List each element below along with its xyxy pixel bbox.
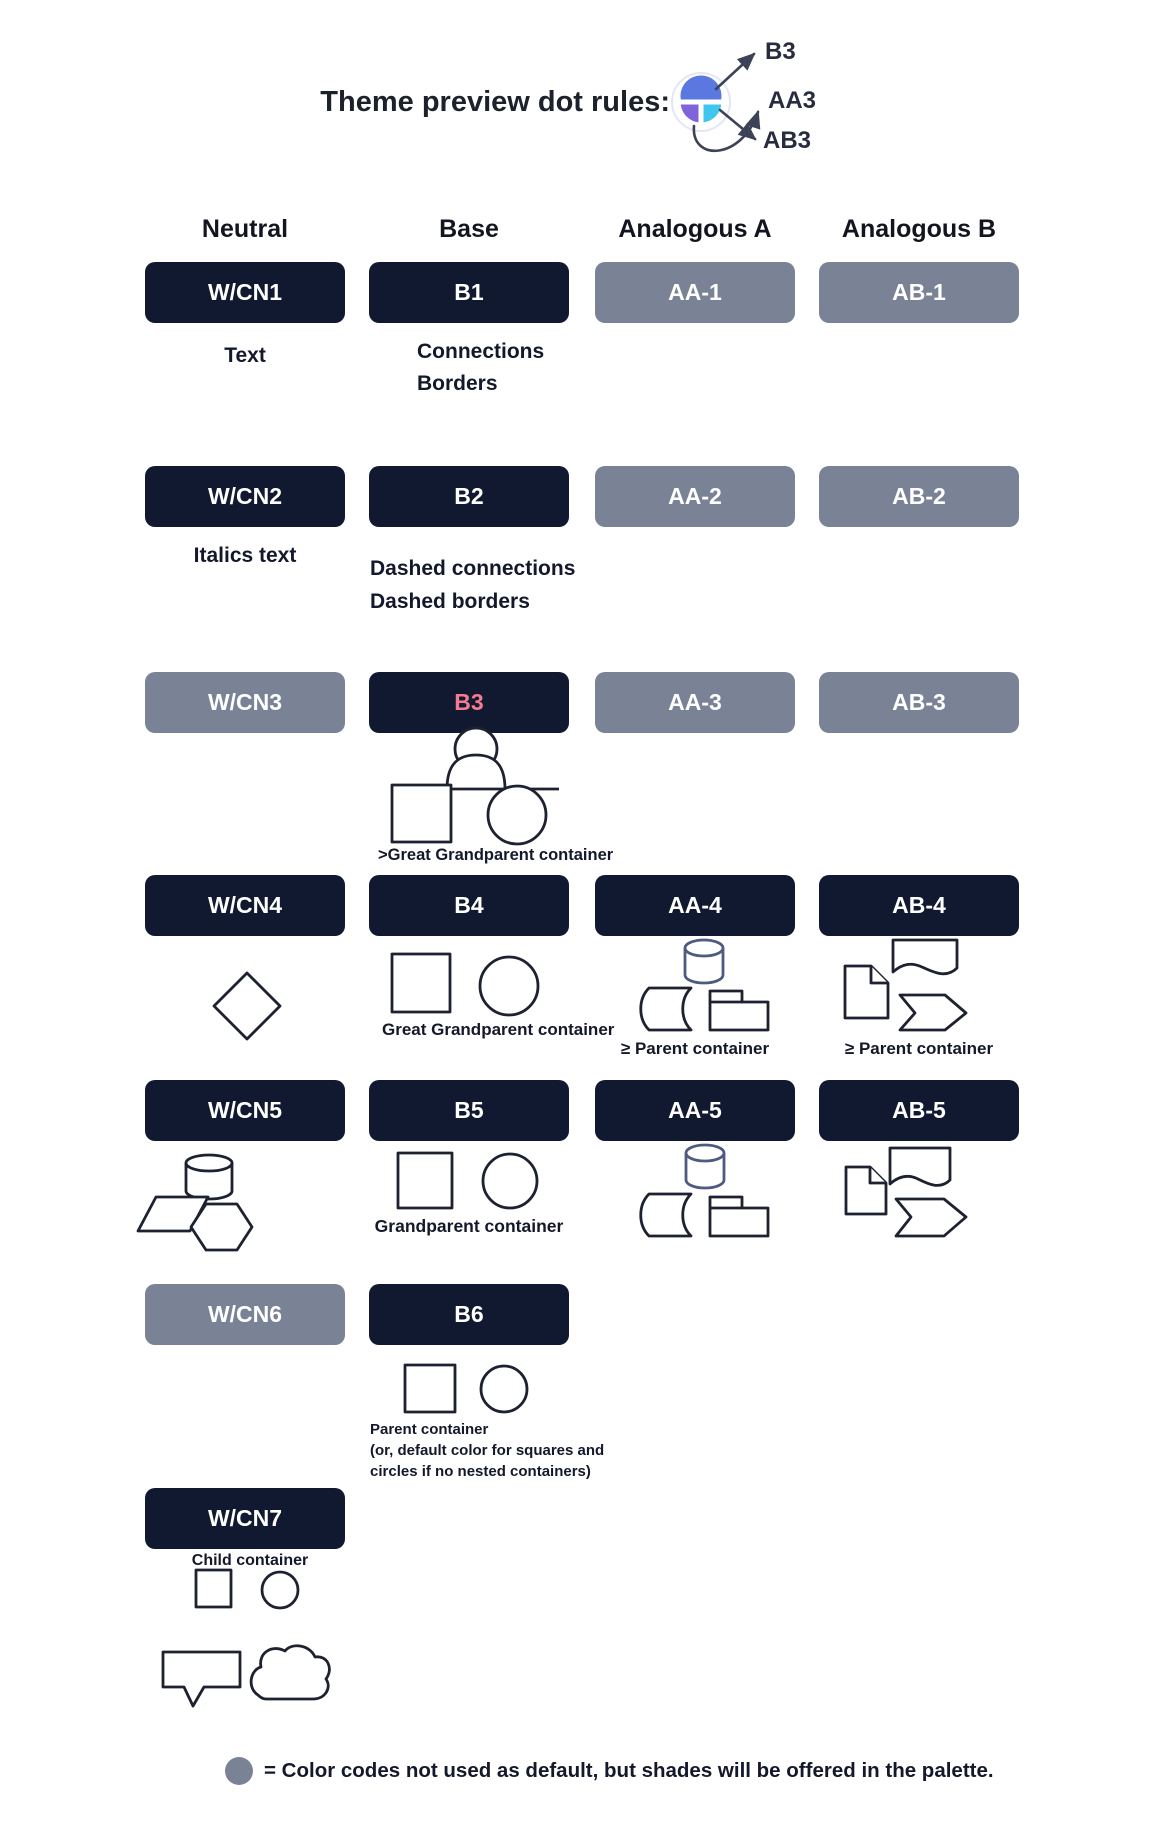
- caption-connections-line1: Connections: [417, 340, 545, 363]
- caption-italics-role: Italics text: [193, 544, 297, 567]
- document-shape-ab4: [845, 966, 888, 1018]
- caption-text-role: Text: [224, 344, 266, 367]
- caption-dashed-line2: Dashed borders: [370, 590, 530, 613]
- arrow-dot-to-aa3: [694, 112, 758, 151]
- circle-shape-b4: [480, 957, 538, 1015]
- page-title: Theme preview dot rules:: [320, 86, 670, 118]
- caption-b6-container: [370, 1419, 604, 1482]
- caption-wcn7-container: Child container: [191, 1552, 309, 1569]
- swatch-ab5: AB-5: [819, 1080, 1019, 1141]
- swatch-wcn6: W/CN6: [145, 1284, 345, 1345]
- cylinder-shape-wcn5: [186, 1155, 232, 1199]
- square-shape-b6: [405, 1365, 455, 1412]
- cylinder-shape-aa4: [685, 940, 723, 983]
- diamond-shape-wcn4: [214, 973, 280, 1039]
- theme-preview-dot-icon: [672, 73, 730, 131]
- swatch-aa5: AA-5: [595, 1080, 795, 1141]
- arrow-label-aa3: AA3: [768, 87, 817, 114]
- swatch-ab3: AB-3: [819, 672, 1019, 733]
- cylinder-shape-aa5: [686, 1145, 724, 1188]
- swatch-wcn5: W/CN5: [145, 1080, 345, 1141]
- folder-shape-aa5: [710, 1197, 768, 1236]
- column-header-analogous-a: Analogous A: [618, 215, 772, 243]
- caption-b6-line1: Parent container: [370, 1421, 489, 1438]
- caption-dashed-line1: Dashed connections: [370, 557, 576, 580]
- swatch-b4: B4: [369, 875, 569, 936]
- parallelogram-shape-wcn5: [138, 1197, 208, 1231]
- arrow-dot-to-b3: [716, 54, 754, 89]
- arrow-label-ab3: AB3: [763, 127, 812, 154]
- cloud-shape: [251, 1646, 329, 1699]
- swatch-ab2: AB-2: [819, 466, 1019, 527]
- swatch-wcn1: W/CN1: [145, 262, 345, 323]
- caption-b6-line3: circles if no nested containers): [370, 1463, 591, 1480]
- caption-b4-container: Great Grandparent container: [382, 1020, 615, 1039]
- square-shape-b4: [392, 954, 450, 1012]
- swatch-wcn2: W/CN2: [145, 466, 345, 527]
- swatch-wcn7: W/CN7: [145, 1488, 345, 1549]
- square-shape-b5: [398, 1153, 452, 1208]
- stored-data-shape-aa5: [641, 1194, 691, 1236]
- swatch-wcn4: W/CN4: [145, 875, 345, 936]
- column-header-neutral: Neutral: [201, 215, 289, 243]
- person-shape-b3: [447, 728, 559, 789]
- column-header-analogous-b: Analogous B: [841, 215, 997, 243]
- column-header-base: Base: [439, 215, 499, 243]
- document-shape-ab5: [846, 1167, 886, 1214]
- folder-shape-aa4: [710, 991, 768, 1030]
- chevron-shape-ab4: [900, 995, 966, 1030]
- swatch-ab1: AB-1: [819, 262, 1019, 323]
- flag-shape-ab4: [893, 940, 957, 974]
- swatch-aa1: AA-1: [595, 262, 795, 323]
- flag-shape-ab5: [890, 1148, 950, 1185]
- hexagon-shape-wcn5: [191, 1204, 252, 1250]
- swatch-b6: B6: [369, 1284, 569, 1345]
- circle-shape-b3: [488, 786, 546, 844]
- swatch-b2: B2: [369, 466, 569, 527]
- caption-b3-container: >Great Grandparent container: [378, 846, 614, 864]
- footer-legend-dot-icon: [225, 1757, 253, 1785]
- circle-shape-wcn7: [262, 1572, 298, 1608]
- swatch-aa4: AA-4: [595, 875, 795, 936]
- caption-aa4-container: ≥ Parent container: [620, 1039, 770, 1058]
- square-shape-b3: [392, 785, 451, 842]
- stored-data-shape-aa4: [641, 988, 691, 1030]
- swatch-wcn3: W/CN3: [145, 672, 345, 733]
- caption-connections-role: [417, 336, 544, 400]
- chevron-shape-ab5: [896, 1199, 966, 1236]
- circle-shape-b5: [483, 1154, 537, 1208]
- swatch-b3: B3: [369, 672, 569, 733]
- swatch-b5: B5: [369, 1080, 569, 1141]
- swatch-aa3: AA-3: [595, 672, 795, 733]
- footer-note: = Color codes not used as default, but shades will be offered in the palette.: [264, 1759, 994, 1782]
- caption-connections-line2: Borders: [417, 372, 498, 395]
- caption-dashed-role: [370, 552, 575, 618]
- caption-b6-line2: (or, default color for squares and: [370, 1442, 605, 1459]
- caption-ab4-container: ≥ Parent container: [844, 1039, 994, 1058]
- swatch-ab4: AB-4: [819, 875, 1019, 936]
- caption-b5-container: Grandparent container: [374, 1216, 564, 1236]
- arrow-dot-to-ab3: [720, 110, 755, 139]
- arrow-label-b3: B3: [765, 38, 796, 65]
- swatch-b1: B1: [369, 262, 569, 323]
- callout-shape: [163, 1652, 240, 1706]
- square-shape-wcn7: [196, 1570, 231, 1607]
- circle-shape-b6: [481, 1366, 527, 1412]
- swatch-aa2: AA-2: [595, 466, 795, 527]
